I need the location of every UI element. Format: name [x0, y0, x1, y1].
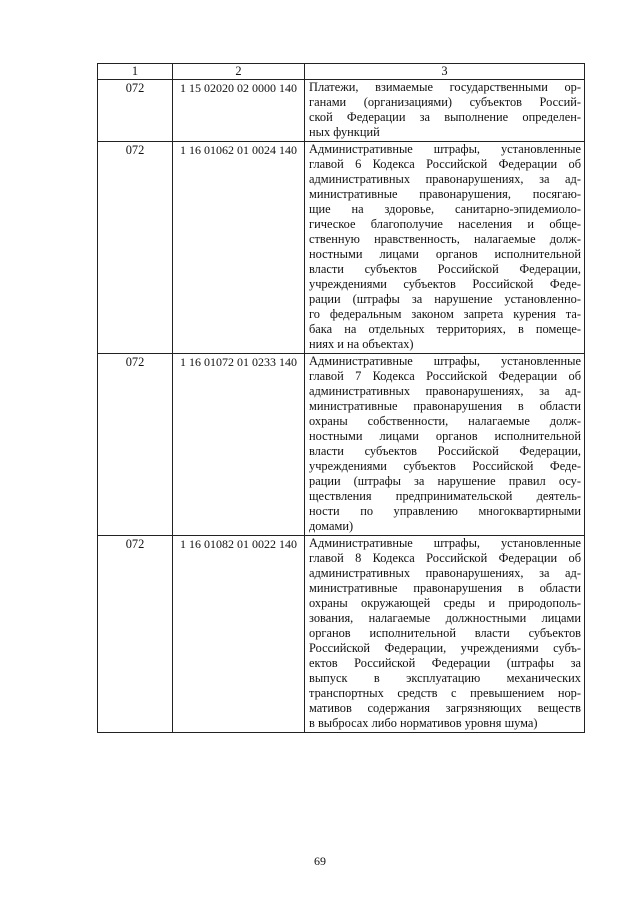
description-line: власти субъектов Российской Федерации,: [309, 444, 581, 458]
description-line: ской Федерации за выполнение определен-: [309, 110, 581, 124]
administrator-code-cell: 072: [98, 354, 173, 536]
description-line: Платежи, взимаемые государственными ор-: [309, 80, 581, 94]
description-line: зования, налагаемые должностными лицами: [309, 611, 581, 625]
description-line: ностными лицами органов исполнительной: [309, 429, 581, 443]
description-line: щие на здоровье, санитарно-эпидемиоло-: [309, 202, 581, 216]
budget-classification-code-cell: 1 15 02020 02 0000 140: [173, 80, 305, 142]
description-line: Административные штрафы, установленные: [309, 536, 581, 550]
description-line: Административные штрафы, установленные: [309, 354, 581, 368]
income-description-cell: [305, 142, 585, 354]
column-header-1: 1: [98, 64, 173, 80]
description-line: гическое благополучие населения и обще-: [309, 217, 581, 231]
description-line: власти субъектов Российской Федерации,: [309, 262, 581, 276]
income-description-cell: [305, 536, 585, 733]
description-line: главой 6 Кодекса Российской Федерации об: [309, 157, 581, 171]
income-description-cell: [305, 354, 585, 536]
description-line: органов исполнительной власти субъектов: [309, 626, 581, 640]
budget-classification-code-cell: 1 16 01072 01 0233 140: [173, 354, 305, 536]
budget-classification-code-cell: 1 16 01062 01 0024 140: [173, 142, 305, 354]
description-line: ных функций: [309, 125, 380, 139]
description-line: административных правонарушениях, за ад-: [309, 172, 581, 186]
description-line: главой 7 Кодекса Российской Федерации об: [309, 369, 581, 383]
description-line: административных правонарушениях, за ад-: [309, 384, 581, 398]
description-line: Административные штрафы, установленные: [309, 142, 581, 156]
description-line: транспортных средств с превышением нор-: [309, 686, 581, 700]
table-row: [98, 142, 585, 354]
description-line: го федеральным законом запрета курения та-: [309, 307, 581, 321]
column-header-3: 3: [305, 64, 585, 80]
description-line: мативов содержания загрязняющих веществ: [309, 701, 581, 715]
budget-codes-table: [97, 63, 585, 733]
description-line: Российской Федерации, учреждениями субъ-: [309, 641, 581, 655]
description-line: ностными лицами органов исполнительной: [309, 247, 581, 261]
table-row: [98, 80, 585, 142]
description-line: ектов Российской Федерации (штрафы за: [309, 656, 581, 670]
description-line: ниях и на объектах): [309, 337, 414, 351]
description-line: ганами (организациями) субъектов Россий-: [309, 95, 581, 109]
description-line: ществления предпринимательской деятель-: [309, 489, 581, 503]
table-row: [98, 536, 585, 733]
administrator-code-cell: 072: [98, 142, 173, 354]
description-line: домами): [309, 519, 354, 533]
description-line: выпуск в эксплуатацию механических: [309, 671, 581, 685]
page-number: 69: [314, 854, 326, 868]
administrator-code-cell: 072: [98, 536, 173, 733]
description-line: министративные правонарушения в области: [309, 399, 581, 413]
description-line: главой 8 Кодекса Российской Федерации об: [309, 551, 581, 565]
income-description-cell: [305, 80, 585, 142]
description-line: бака на отдельных территориях, в помеще-: [309, 322, 581, 336]
description-line: ственную нравственность, налагаемые долж-: [309, 232, 581, 246]
header-row: [98, 64, 585, 80]
administrator-code-cell: 072: [98, 80, 173, 142]
description-line: в выбросах либо нормативов уровня шума): [309, 716, 538, 730]
description-line: ности по управлению многоквартирными: [309, 504, 581, 518]
description-line: рации (штрафы за нарушение установленно-: [309, 292, 581, 306]
budget-classification-code-cell: 1 16 01082 01 0022 140: [173, 536, 305, 733]
description-line: учреждениями субъектов Российской Феде-: [309, 277, 581, 291]
description-line: рации (штрафы за нарушение правил осу-: [309, 474, 581, 488]
table-row: [98, 354, 585, 536]
description-line: министративные правонарушения в области: [309, 581, 581, 595]
description-line: административных правонарушениях, за ад-: [309, 566, 581, 580]
description-line: учреждениями субъектов Российской Феде-: [309, 459, 581, 473]
description-line: охраны собственности, налагаемые долж-: [309, 414, 581, 428]
column-header-2: 2: [173, 64, 305, 80]
description-line: охраны окружающей среды и природополь-: [309, 596, 581, 610]
description-line: министративные правонарушения, посягаю-: [309, 187, 581, 201]
